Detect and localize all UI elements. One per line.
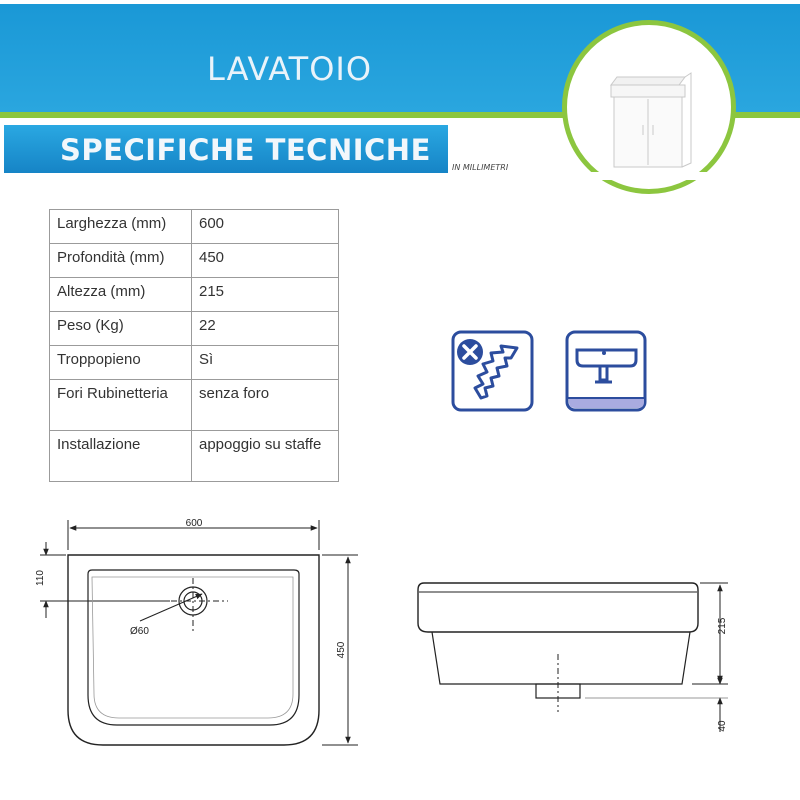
table-row <box>50 210 339 244</box>
spec-label: Fori Rubinetteria <box>50 380 192 431</box>
product-thumbnail-circle <box>562 20 736 194</box>
spec-label: Troppopieno <box>50 346 192 380</box>
dimension-height: 215 <box>717 617 728 635</box>
spec-label: Larghezza (mm) <box>50 210 192 244</box>
spec-table <box>49 209 339 482</box>
spec-label: Installazione <box>50 431 192 482</box>
spec-value: 450 <box>192 244 339 278</box>
dimension-hole-diameter: Ø60 <box>130 626 149 637</box>
cabinet-thumbnail-icon <box>567 25 731 189</box>
spec-label: Altezza (mm) <box>50 278 192 312</box>
table-row <box>50 312 339 346</box>
countertop-basin-icon <box>565 330 648 412</box>
units-note: IN MILLIMETRI <box>452 163 509 172</box>
table-row <box>50 346 339 380</box>
dimension-depth: 450 <box>336 641 347 659</box>
spec-value: senza foro <box>192 380 339 431</box>
side-view-drawing <box>410 570 740 750</box>
top-view-drawing <box>30 510 370 760</box>
spec-value: 22 <box>192 312 339 346</box>
table-row <box>50 380 339 431</box>
no-wall-plug-icon <box>451 330 535 412</box>
dimension-width: 600 <box>185 518 203 529</box>
header-banner <box>0 0 800 178</box>
dimension-drain: 40 <box>717 720 728 732</box>
section-title: SPECIFICHE TECNICHE <box>60 133 431 167</box>
table-row <box>50 278 339 312</box>
spec-value: Sì <box>192 346 339 380</box>
product-title: LAVATOIO <box>207 50 373 88</box>
spec-value: 600 <box>192 210 339 244</box>
spec-value: 215 <box>192 278 339 312</box>
spec-label: Peso (Kg) <box>50 312 192 346</box>
spec-value: appoggio su staffe <box>192 431 339 482</box>
dimension-hole-offset: 110 <box>35 570 46 586</box>
table-row <box>50 431 339 482</box>
table-row <box>50 244 339 278</box>
spec-label: Profondità (mm) <box>50 244 192 278</box>
